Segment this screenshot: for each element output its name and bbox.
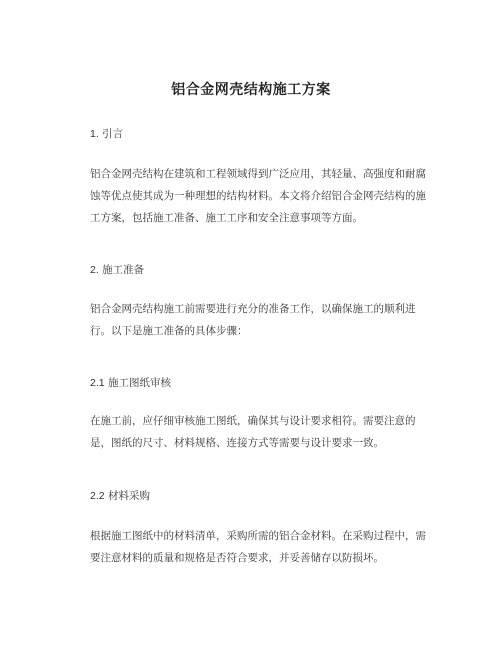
section-number: 2.2 bbox=[90, 490, 105, 502]
paragraph-material-purchase: 根据施工图纸中的材料清单，采购所需的铝合金材料。在采购过程中，需要注意材料的质量和规格是否符合要求，并妥善储存以防损坏。 bbox=[90, 530, 426, 564]
section-heading-material-purchase bbox=[90, 488, 150, 503]
section-number: 2. bbox=[90, 264, 99, 276]
section-number: 2.1 bbox=[90, 377, 105, 389]
section-title: 材料采购 bbox=[107, 490, 150, 502]
section-heading-drawing-review bbox=[90, 375, 171, 390]
paragraph-intro: 铝合金网壳结构在建筑和工程领域得到广泛应用，其轻量、高强度和耐腐蚀等优点使其成为一种理想的结构材料。本文将介绍铝合金网壳结构的施工方案，包括施工准备、施工工序和安全注意事项等方面。 bbox=[90, 168, 426, 224]
section-title: 施工准备 bbox=[102, 264, 145, 276]
paragraph-preparation: 铝合金网壳结构施工前需要进行充分的准备工作，以确保施工的顺利进行。以下是施工准备的具体步骤： bbox=[90, 303, 416, 337]
section-heading-intro bbox=[90, 126, 123, 141]
paragraph-drawing-review: 在施工前，应仔细审核施工图纸，确保其与设计要求相符。需要注意的是，图纸的尺寸、材料规格、连接方式等需要与设计要求一致。 bbox=[90, 415, 416, 449]
document-title: 铝合金网壳结构施工方案 bbox=[171, 82, 331, 98]
section-heading-preparation bbox=[90, 262, 144, 277]
section-title: 施工图纸审核 bbox=[107, 377, 171, 389]
section-number: 1. bbox=[90, 128, 99, 140]
section-title: 引言 bbox=[102, 128, 124, 140]
